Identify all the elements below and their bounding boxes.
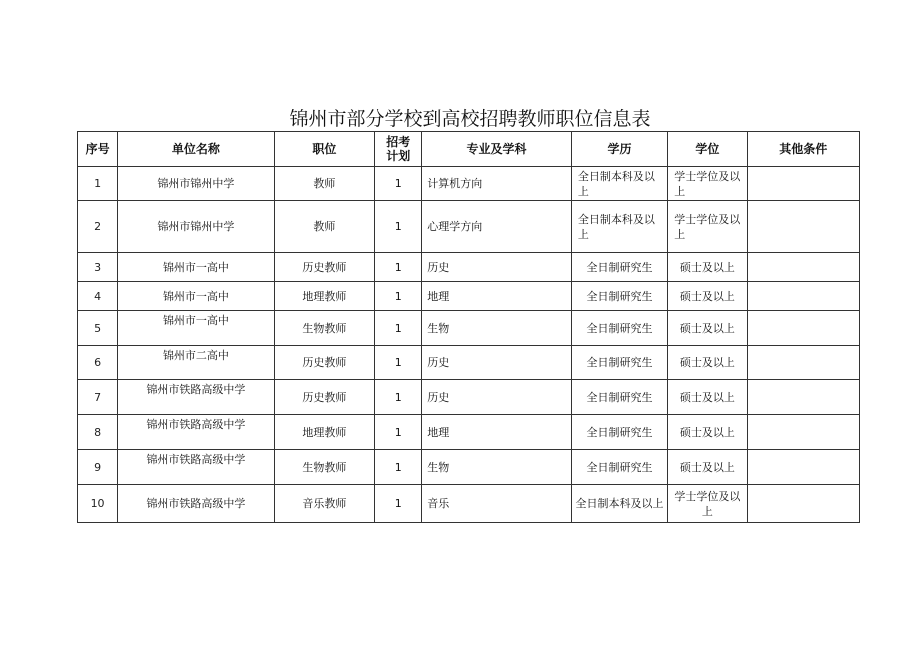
cell-major: 历史 <box>422 380 572 415</box>
cell-education: 全日制研究生 <box>571 415 667 450</box>
cell-no: 10 <box>78 485 118 523</box>
cell-other <box>747 253 860 282</box>
table-row <box>78 346 860 380</box>
cell-unit: 锦州市铁路高级中学 <box>118 485 275 523</box>
header-plan-line2: 计划 <box>386 149 411 163</box>
cell-education: 全日制研究生 <box>571 450 667 485</box>
header-no: 序号 <box>78 132 118 167</box>
cell-plan: 1 <box>375 450 422 485</box>
cell-education: 全日制研究生 <box>571 253 667 282</box>
cell-no: 7 <box>78 380 118 415</box>
header-row <box>78 132 860 167</box>
cell-degree: 硕士及以上 <box>668 415 747 450</box>
cell-major: 历史 <box>422 253 572 282</box>
cell-no: 1 <box>78 167 118 201</box>
table-row <box>78 282 860 311</box>
table-row <box>78 380 860 415</box>
cell-major: 音乐 <box>422 485 572 523</box>
cell-education <box>571 201 667 253</box>
cell-position: 历史教师 <box>274 253 374 282</box>
table-row <box>78 253 860 282</box>
cell-position: 历史教师 <box>274 346 374 380</box>
cell-unit: 锦州市铁路高级中学 <box>118 415 275 450</box>
cell-no: 3 <box>78 253 118 282</box>
table-row <box>78 201 860 253</box>
cell-degree <box>668 201 747 253</box>
table-row <box>78 485 860 523</box>
header-plan-line1: 招考 <box>386 135 411 149</box>
cell-position: 教师 <box>274 201 374 253</box>
cell-no: 9 <box>78 450 118 485</box>
table-row <box>78 311 860 346</box>
cell-degree-text: 学士学位及以上 <box>674 169 741 198</box>
header-plan <box>375 132 422 167</box>
cell-degree: 学士学位及以上 <box>668 485 747 523</box>
cell-major: 历史 <box>422 346 572 380</box>
header-unit: 单位名称 <box>118 132 275 167</box>
cell-other <box>747 380 860 415</box>
cell-major: 生物 <box>422 311 572 346</box>
cell-plan: 1 <box>375 346 422 380</box>
table-row <box>78 450 860 485</box>
cell-education: 全日制研究生 <box>571 282 667 311</box>
cell-education: 全日制研究生 <box>571 346 667 380</box>
cell-degree: 硕士及以上 <box>668 346 747 380</box>
cell-education-text: 全日制本科及以上 <box>577 169 655 198</box>
cell-position: 历史教师 <box>274 380 374 415</box>
header-major: 专业及学科 <box>422 132 572 167</box>
cell-no: 5 <box>78 311 118 346</box>
cell-unit: 锦州市铁路高级中学 <box>118 450 275 485</box>
cell-education-text: 全日制本科及以上 <box>577 212 655 241</box>
cell-other <box>747 415 860 450</box>
cell-plan: 1 <box>375 282 422 311</box>
cell-unit: 锦州市二高中 <box>118 346 275 380</box>
cell-unit: 锦州市一高中 <box>118 311 275 346</box>
cell-other <box>747 450 860 485</box>
cell-unit: 锦州市锦州中学 <box>118 167 275 201</box>
cell-unit: 锦州市一高中 <box>118 282 275 311</box>
cell-no: 8 <box>78 415 118 450</box>
cell-position: 教师 <box>274 167 374 201</box>
cell-unit: 锦州市一高中 <box>118 253 275 282</box>
cell-plan: 1 <box>375 485 422 523</box>
cell-major: 地理 <box>422 282 572 311</box>
table-row <box>78 167 860 201</box>
cell-position: 生物教师 <box>274 450 374 485</box>
cell-education: 全日制研究生 <box>571 380 667 415</box>
header-position: 职位 <box>274 132 374 167</box>
cell-position: 地理教师 <box>274 415 374 450</box>
cell-other <box>747 167 860 201</box>
cell-degree: 硕士及以上 <box>668 450 747 485</box>
cell-plan: 1 <box>375 167 422 201</box>
header-other: 其他条件 <box>747 132 860 167</box>
cell-major: 地理 <box>422 415 572 450</box>
cell-other <box>747 485 860 523</box>
cell-other <box>747 311 860 346</box>
cell-unit: 锦州市锦州中学 <box>118 201 275 253</box>
cell-other <box>747 346 860 380</box>
cell-plan: 1 <box>375 415 422 450</box>
cell-major: 心理学方向 <box>422 201 572 253</box>
cell-degree <box>668 167 747 201</box>
cell-plan: 1 <box>375 311 422 346</box>
table-row <box>78 415 860 450</box>
cell-major: 计算机方向 <box>422 167 572 201</box>
cell-position: 生物教师 <box>274 311 374 346</box>
cell-education: 全日制研究生 <box>571 311 667 346</box>
cell-position: 地理教师 <box>274 282 374 311</box>
header-degree: 学位 <box>668 132 747 167</box>
cell-unit: 锦州市铁路高级中学 <box>118 380 275 415</box>
cell-plan: 1 <box>375 201 422 253</box>
cell-major: 生物 <box>422 450 572 485</box>
cell-education: 全日制本科及以上 <box>571 485 667 523</box>
cell-degree: 硕士及以上 <box>668 311 747 346</box>
cell-plan: 1 <box>375 253 422 282</box>
header-education: 学历 <box>571 132 667 167</box>
cell-education <box>571 167 667 201</box>
cell-plan: 1 <box>375 380 422 415</box>
cell-no: 2 <box>78 201 118 253</box>
cell-no: 6 <box>78 346 118 380</box>
cell-degree: 硕士及以上 <box>668 380 747 415</box>
cell-other <box>747 282 860 311</box>
cell-degree: 硕士及以上 <box>668 253 747 282</box>
cell-degree-text: 学士学位及以上 <box>674 212 741 241</box>
cell-other <box>747 201 860 253</box>
cell-degree: 硕士及以上 <box>668 282 747 311</box>
cell-no: 4 <box>78 282 118 311</box>
position-table <box>77 131 860 523</box>
cell-position: 音乐教师 <box>274 485 374 523</box>
document-title: 锦州市部分学校到高校招聘教师职位信息表 <box>289 108 651 130</box>
